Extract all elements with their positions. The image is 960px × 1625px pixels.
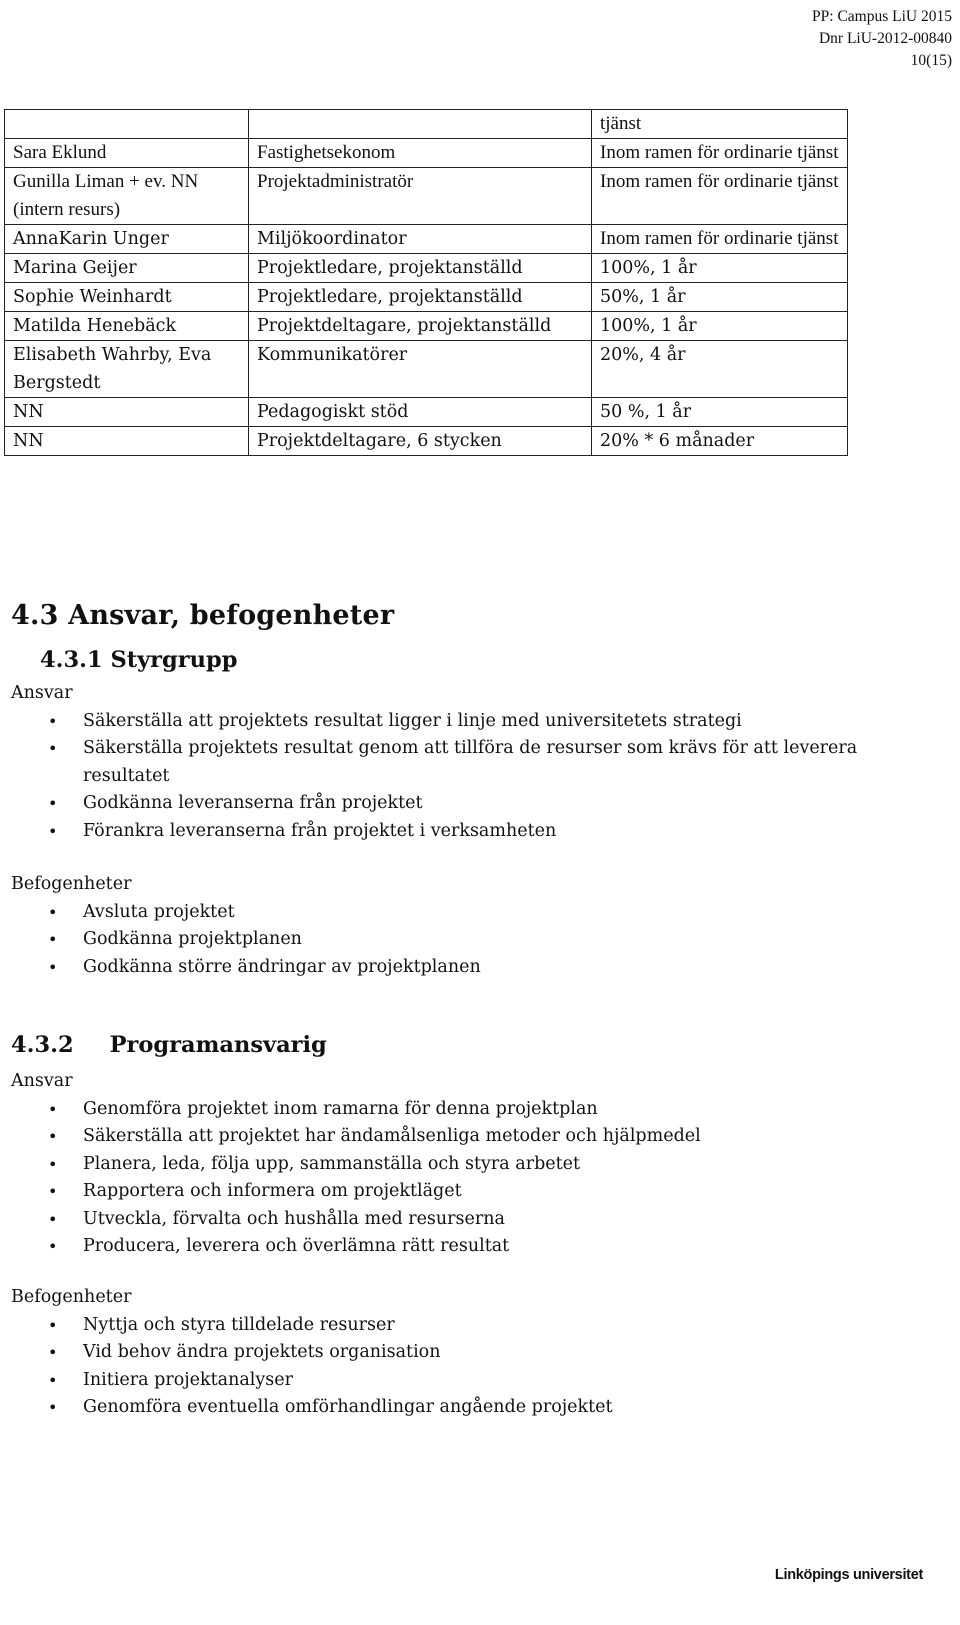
- role-cell: Projektledare, projektanställd: [249, 283, 592, 312]
- list-item-text: Vid behov ändra projektets organisation: [83, 1342, 441, 1362]
- name-cell: NN: [5, 398, 249, 427]
- befogenheter-label: Befogenheter: [11, 1287, 132, 1307]
- list-item: [11, 1312, 941, 1340]
- table-row: [5, 110, 848, 139]
- bullet-icon: •: [48, 1127, 58, 1146]
- list-item: [11, 1339, 941, 1367]
- bullet-icon: •: [48, 1398, 58, 1417]
- list-item: [11, 818, 941, 846]
- list-item-text: Utveckla, förvalta och hushålla med resurserna: [83, 1208, 505, 1229]
- role-cell: Projektledare, projektanställd: [249, 254, 592, 283]
- name-cell: Matilda Henebäck: [5, 312, 249, 341]
- list-item-text: Säkerställa att projektet har ändamålsenliga metoder och hjälpmedel: [83, 1126, 701, 1146]
- list-item-text: Initiera projektanalyser: [83, 1369, 293, 1390]
- list-item: [11, 1178, 941, 1206]
- scope-cell: Inom ramen för ordinarie tjänst: [592, 139, 848, 168]
- list-item-text: Godkänna projektplanen: [83, 929, 302, 949]
- bullet-icon: •: [48, 902, 58, 922]
- list-item: [11, 954, 941, 982]
- table-row: [5, 283, 848, 312]
- name-cell: Marina Geijer: [5, 254, 249, 283]
- name-cell: Gunilla Liman + ev. NN (intern resurs): [5, 168, 249, 225]
- styrgrupp-ansvar-block: [11, 680, 941, 845]
- list-item: [11, 735, 941, 790]
- list-item: [11, 790, 941, 818]
- table-row: [5, 312, 848, 341]
- page-number: 10(15): [910, 52, 952, 69]
- list-item: [11, 899, 941, 927]
- programansvarig-befogenheter-list: [11, 1312, 941, 1422]
- table-row: [5, 139, 848, 168]
- bullet-icon: •: [48, 1370, 58, 1390]
- bullet-icon: •: [48, 1099, 58, 1119]
- staff-table: [4, 109, 848, 456]
- list-item-text: Genomföra projektet inom ramarna för denna projektplan: [83, 1098, 598, 1119]
- list-item-text: Säkerställa att projektets resultat ligger i linje med universitetets strategi: [83, 710, 742, 731]
- list-item: [11, 1206, 941, 1234]
- table-row: [5, 254, 848, 283]
- programansvarig-ansvar-list: [11, 1096, 941, 1261]
- list-item-text: Säkerställa projektets resultat genom att tillföra de resurser som krävs för att leverera resultatet: [83, 738, 858, 786]
- name-cell: Sophie Weinhardt: [5, 283, 249, 312]
- bullet-icon: •: [48, 1315, 58, 1335]
- scope-cell: 20%, 4 år: [592, 341, 848, 398]
- list-item: [11, 926, 941, 954]
- programansvarig-ansvar-block: [11, 1068, 941, 1261]
- table-row: [5, 225, 848, 254]
- role-cell: Kommunikatörer: [249, 341, 592, 398]
- subsection-number: 4.3.2: [11, 1032, 74, 1058]
- styrgrupp-ansvar-list: [11, 708, 941, 846]
- scope-cell: 50 %, 1 år: [592, 398, 848, 427]
- scope-cell: Inom ramen för ordinarie tjänst: [592, 225, 848, 254]
- university-logo: Linköpings universitet: [774, 1567, 923, 1583]
- list-item-text: Rapportera och informera om projektläget: [83, 1181, 462, 1201]
- name-cell: Sara Eklund: [5, 139, 249, 168]
- bullet-icon: •: [48, 1343, 58, 1362]
- list-item-text: Genomföra eventuella omförhandlingar angående projektet: [83, 1397, 613, 1417]
- scope-cell: 20% * 6 månader: [592, 427, 848, 456]
- bullet-icon: •: [48, 930, 58, 949]
- list-item: [11, 708, 941, 736]
- styrgrupp-befogenheter-block: [11, 871, 941, 981]
- table-row: [5, 427, 848, 456]
- list-item-text: Avsluta projektet: [83, 901, 235, 922]
- subsection-title: Programansvarig: [109, 1032, 327, 1058]
- role-cell: Fastighetsekonom: [249, 139, 592, 168]
- bullet-icon: •: [48, 711, 58, 731]
- scope-cell: 50%, 1 år: [592, 283, 848, 312]
- bullet-icon: •: [48, 957, 58, 977]
- bullet-icon: •: [48, 739, 58, 758]
- list-item-text: Producera, leverera och överlämna rätt resultat: [83, 1236, 510, 1256]
- scope-cell: 100%, 1 år: [592, 254, 848, 283]
- bullet-icon: •: [48, 1182, 58, 1201]
- subsection-heading-styrgrupp: 4.3.1 Styrgrupp: [40, 647, 238, 673]
- scope-cell: tjänst: [592, 110, 848, 139]
- name-cell: AnnaKarin Unger: [5, 225, 249, 254]
- styrgrupp-befogenheter-list: [11, 899, 941, 982]
- bullet-icon: •: [48, 1209, 58, 1229]
- list-item-text: Godkänna leveranserna från projektet: [83, 793, 423, 813]
- list-item-text: Nyttja och styra tilldelade resurser: [83, 1314, 395, 1335]
- list-item-text: Godkänna större ändringar av projektplanen: [83, 956, 481, 977]
- role-cell: Projektdeltagare, 6 stycken: [249, 427, 592, 456]
- table-row: [5, 168, 848, 225]
- list-item: [11, 1096, 941, 1124]
- bullet-icon: •: [48, 1237, 58, 1256]
- name-cell: NN: [5, 427, 249, 456]
- role-cell: Miljökoordinator: [249, 225, 592, 254]
- role-cell: Pedagogiskt stöd: [249, 398, 592, 427]
- project-code: PP: Campus LiU 2015: [812, 8, 952, 25]
- table-row: [5, 341, 848, 398]
- scope-cell: 100%, 1 år: [592, 312, 848, 341]
- name-cell: [5, 110, 249, 139]
- list-item: [11, 1233, 941, 1261]
- section-heading: 4.3 Ansvar, befogenheter: [11, 600, 395, 631]
- list-item: [11, 1367, 941, 1395]
- scope-cell: Inom ramen för ordinarie tjänst: [592, 168, 848, 225]
- list-item: [11, 1151, 941, 1179]
- bullet-icon: •: [48, 794, 58, 813]
- bullet-icon: •: [48, 1154, 58, 1174]
- ansvar-label: Ansvar: [11, 683, 73, 703]
- role-cell: [249, 110, 592, 139]
- document-number: Dnr LiU-2012-00840: [818, 30, 952, 47]
- bullet-icon: •: [48, 821, 58, 841]
- list-item: [11, 1394, 941, 1422]
- role-cell: Projektdeltagare, projektanställd: [249, 312, 592, 341]
- page-header: [812, 6, 952, 72]
- list-item: [11, 1123, 941, 1151]
- role-cell: Projektadministratör: [249, 168, 592, 225]
- list-item-text: Förankra leveranserna från projektet i verksamheten: [83, 820, 557, 841]
- subsection-heading-programansvarig: [11, 1032, 327, 1058]
- ansvar-label: Ansvar: [11, 1071, 73, 1091]
- name-cell: Elisabeth Wahrby, Eva Bergstedt: [5, 341, 249, 398]
- programansvarig-befogenheter-block: [11, 1284, 941, 1422]
- befogenheter-label: Befogenheter: [11, 874, 132, 894]
- list-item-text: Planera, leda, följa upp, sammanställa och styra arbetet: [83, 1153, 581, 1174]
- table-row: [5, 398, 848, 427]
